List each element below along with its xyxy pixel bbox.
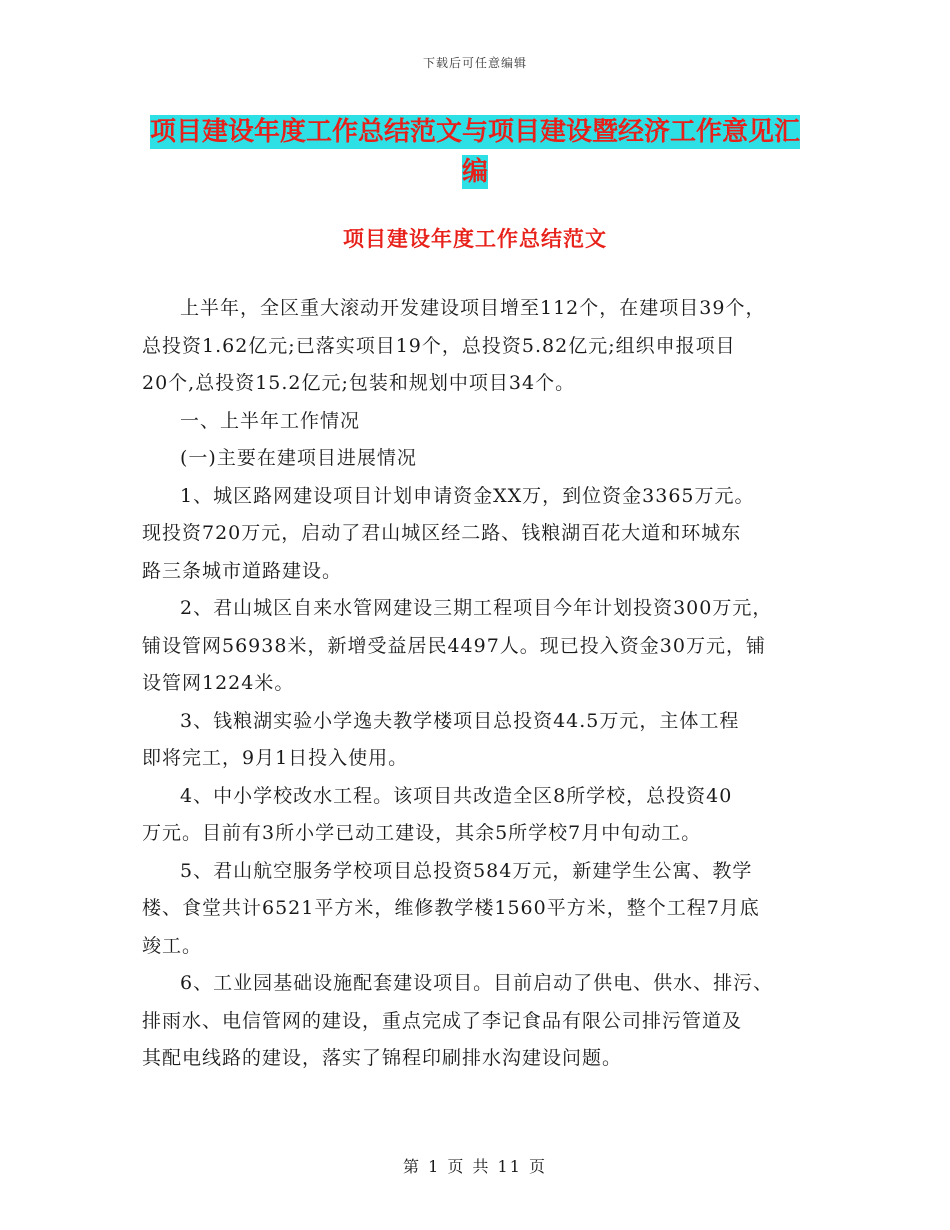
header-note: 下载后可任意编辑 — [422, 56, 527, 70]
paragraph-subheading-1: (一)主要在建项目进展情况 — [180, 447, 417, 469]
paragraph-item-3: 3、钱粮湖实验小学逸夫教学楼项目总投资44.5万元，主体工程 即将完工，9月1日投入使用。 — [142, 709, 740, 769]
paragraph-item-6: 6、工业园基础设施配套建设项目。目前启动了供电、供水、排污、 排雨水、电信管网的建设，重点完成了李记食品有限公司排污管道及 其配电线路的建设，落实了锦程印刷排水沟建设问题。 — [142, 972, 774, 1069]
paragraph-heading-1: 一、上半年工作情况 — [180, 409, 361, 432]
main-title-text: 项目建设年度工作总结范文与项目建设暨经济工作意见汇编 — [150, 117, 801, 187]
paragraph-item-4: 4、中小学校改水工程。该项目共改造全区8所学校，总投资40 万元。目前有3所小学已动工建设，其余5所学校7月中旬动工。 — [142, 784, 733, 844]
main-title — [150, 112, 800, 192]
paragraph-item-1: 1、城区路网建设项目计划申请资金XX万，到位资金3365万元。 现投资720万元，启动了君山城区经二路、钱粮湖百花大道和环城东 路三条城市道路建设。 — [142, 484, 755, 582]
page-footer: 第 1 页 共 11 页 — [403, 1157, 547, 1176]
paragraph-summary: 上半年，全区重大滚动开发建设项目增至112个，在建项目39个， 总投资1.62亿元;已落实项目19个，总投资5.82亿元;组织申报项目 20个,总投资15.2亿元;包装和规划中项目34个。 — [142, 297, 766, 394]
body-text — [142, 290, 818, 1078]
paragraph-item-5: 5、君山航空服务学校项目总投资584万元，新建学生公寓、教学 楼、食堂共计6521平方米，维修教学楼1560平方米，整个工程7月底 竣工。 — [142, 859, 760, 957]
paragraph-item-2: 2、君山城区自来水管网建设三期工程项目今年计划投资300万元， 铺设管网56938米，新增受益居民4497人。现已投入资金30万元，铺 设管网1224米。 — [142, 597, 773, 694]
section-title: 项目建设年度工作总结范文 — [343, 227, 607, 251]
